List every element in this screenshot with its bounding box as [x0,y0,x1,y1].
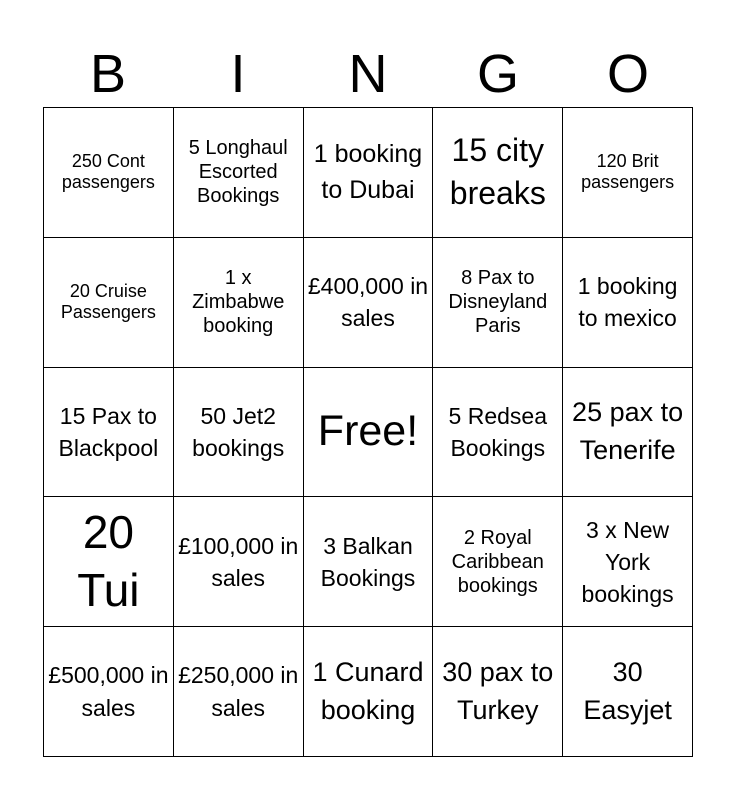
header-letter-g: G [476,44,519,104]
bingo-cell[interactable]: 2 Royal Caribbean bookings [433,497,563,627]
bingo-cell[interactable]: 15 Pax to Blackpool [44,368,174,498]
header-letter-b: B [89,44,127,104]
bingo-cell[interactable]: 120 Brit passengers [563,108,693,238]
bingo-cell[interactable]: 1 x Zimbabwe booking [174,238,304,368]
bingo-cell[interactable]: 8 Pax to Disneyland Paris [433,238,563,368]
free-space-cell[interactable]: Free! [304,368,434,498]
bingo-cell[interactable]: £500,000 in sales [44,627,174,757]
bingo-cell[interactable]: 1 Cunard booking [304,627,434,757]
bingo-cell[interactable]: 20 Cruise Passengers [44,238,174,368]
bingo-cell[interactable]: 1 booking to mexico [563,238,693,368]
bingo-cell[interactable]: 15 city breaks [433,108,563,238]
bingo-cell[interactable]: 3 x New York bookings [563,497,693,627]
bingo-cell[interactable]: 5 Redsea Bookings [433,368,563,498]
bingo-cell[interactable]: £100,000 in sales [174,497,304,627]
bingo-cell[interactable]: 25 pax to Tenerife [563,368,693,498]
header-letter-i: I [230,44,246,104]
bingo-grid [43,107,693,757]
bingo-cell[interactable]: £400,000 in sales [304,238,434,368]
bingo-cell[interactable]: 5 Longhaul Escorted Bookings [174,108,304,238]
bingo-header [43,40,693,108]
bingo-cell[interactable]: 30 Easyjet [563,627,693,757]
bingo-cell[interactable]: 250 Cont passengers [44,108,174,238]
bingo-cell[interactable]: 50 Jet2 bookings [174,368,304,498]
bingo-cell[interactable]: 1 booking to Dubai [304,108,434,238]
header-letter-n: N [348,44,388,104]
bingo-cell[interactable]: £250,000 in sales [174,627,304,757]
header-letter-o: O [606,44,649,104]
bingo-cell[interactable]: 20 Tui [44,497,174,627]
bingo-cell[interactable]: 3 Balkan Bookings [304,497,434,627]
bingo-cell[interactable]: 30 pax to Turkey [433,627,563,757]
